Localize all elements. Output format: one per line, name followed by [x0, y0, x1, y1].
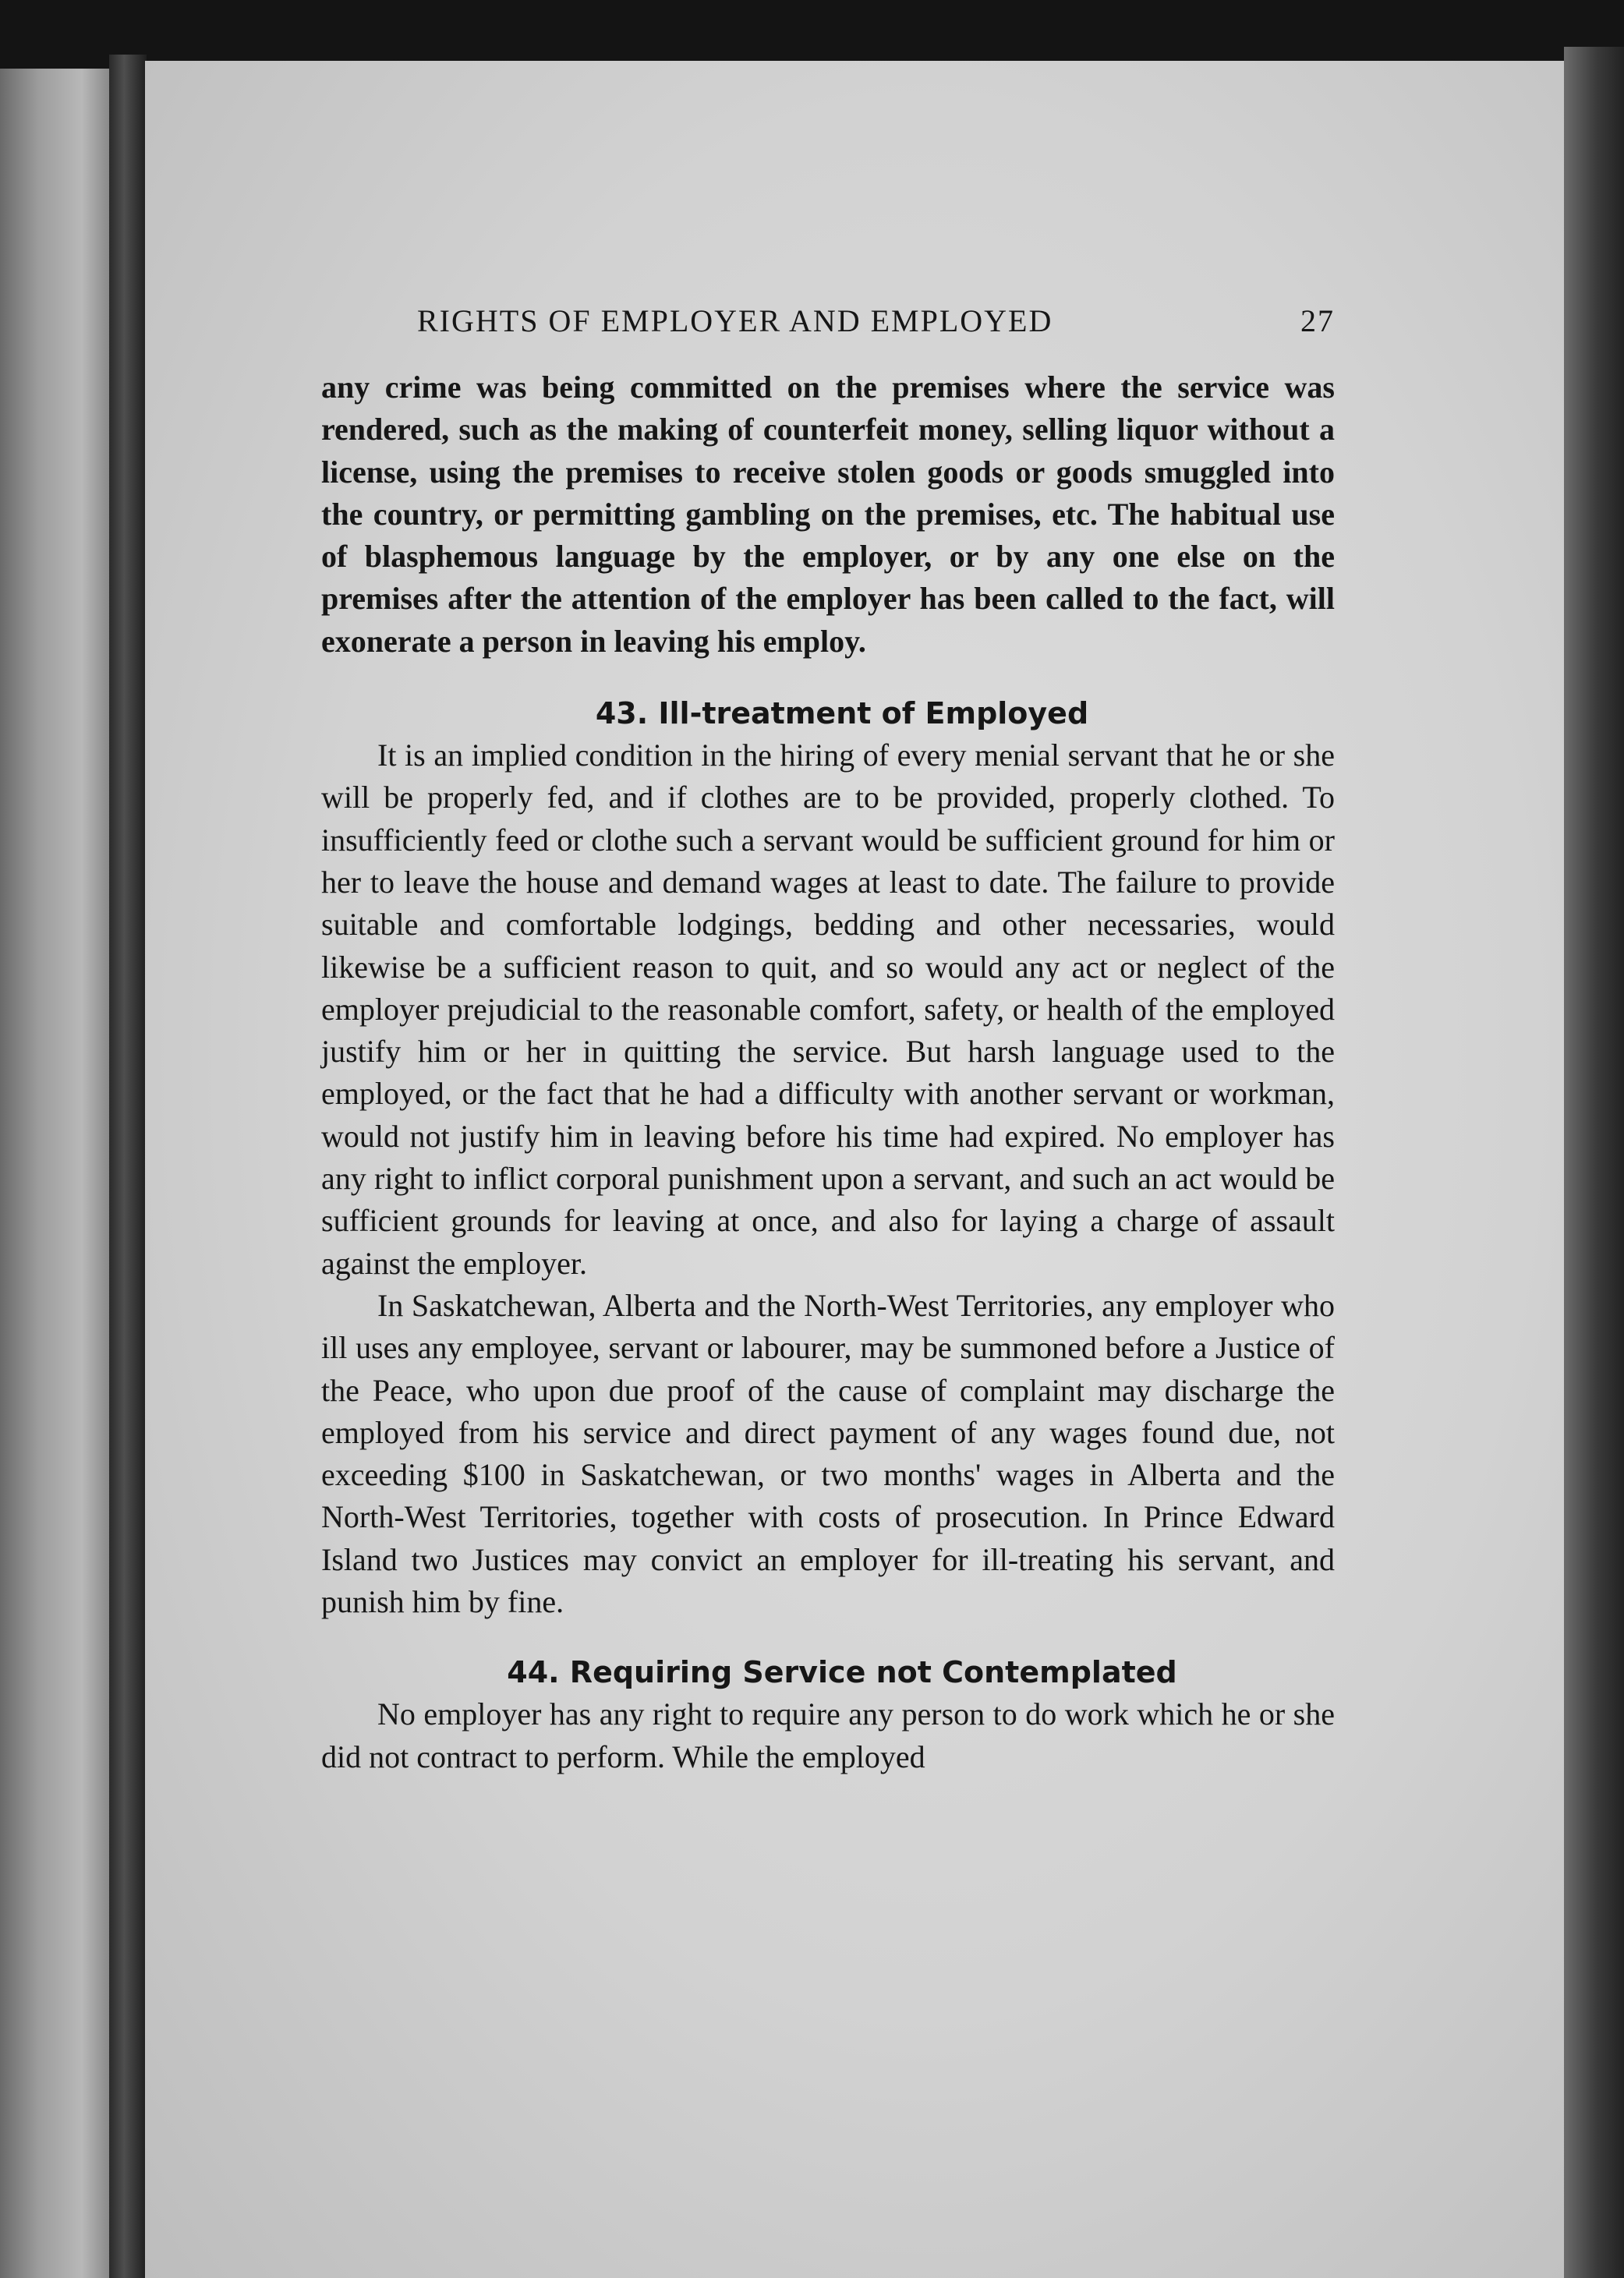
running-head [321, 302, 1335, 349]
section-44-paragraph-1: No employer has any right to require any person to do work which he or she did not contract to perform. While the employed [321, 1696, 1335, 1774]
running-head-title: RIGHTS OF EMPLOYER AND EMPLOYED [417, 303, 1053, 338]
page-number: 27 [1300, 303, 1335, 338]
page-text-block [321, 302, 1335, 1778]
section-43-paragraph-2: In Saskatchewan, Alberta and the North-West Territories, any employer who ill uses any employee, servant or labourer, may be summoned before a Justice of the Peace, who upon due proof of the cause of complaint may discharge the employed from his service and direct payment of any wages found due, not exceeding $100 in Saskatchewan, or two months' wages in Alberta and the North-West Territories, together with costs of prosecution. In Prince Edward Island two Justices may convict an employer for ill-treating his servant, and punish him by fine. [321, 1287, 1335, 1620]
facing-page-edge [0, 69, 109, 2278]
section-44-heading: 44. Requiring Service not Contemplated [507, 1655, 1177, 1690]
page-right-edge [1564, 47, 1624, 2278]
book-gutter [109, 55, 147, 2278]
section-43-paragraph-1: It is an implied condition in the hiring of every menial servant that he or she will be properly fed, and if clothes are to be provided, properly clothed. To insufficiently feed or clothe such a servant would be sufficient ground for him or her to leave the house and demand wages at least to date. The failure to provide suitable and comfortable lodgings, bedding and other necessaries, would likewise be a sufficient reason to quit, and so would any act or neglect of the employer prejudicial to the reasonable comfort, safety, or health of the employed justify him or her in quitting the service. But harsh language used to the employed, or the fact that he had a difficulty with another servant or workman, would not justify him in leaving before his time had expired. No employer has any right to inflict corporal punishment upon a servant, and such an act would be sufficient grounds for leaving at once, and also for laying a charge of assault against the employer. [321, 738, 1335, 1281]
continuation-paragraph: any crime was being committed on the premises where the service was rendered, such as the making of counterfeit money, selling liquor without a license, using the premises to receive stolen goods or goods smuggled into the country, or permitting gambling on the premises, etc. The habitual use of blasphemous language by the employer, or by any one else on the premises after the attention of the employer has been called to the fact, will exonerate a person in leaving his employ. [321, 370, 1335, 659]
section-43-heading: 43. Ill-treatment of Employed [595, 696, 1089, 731]
